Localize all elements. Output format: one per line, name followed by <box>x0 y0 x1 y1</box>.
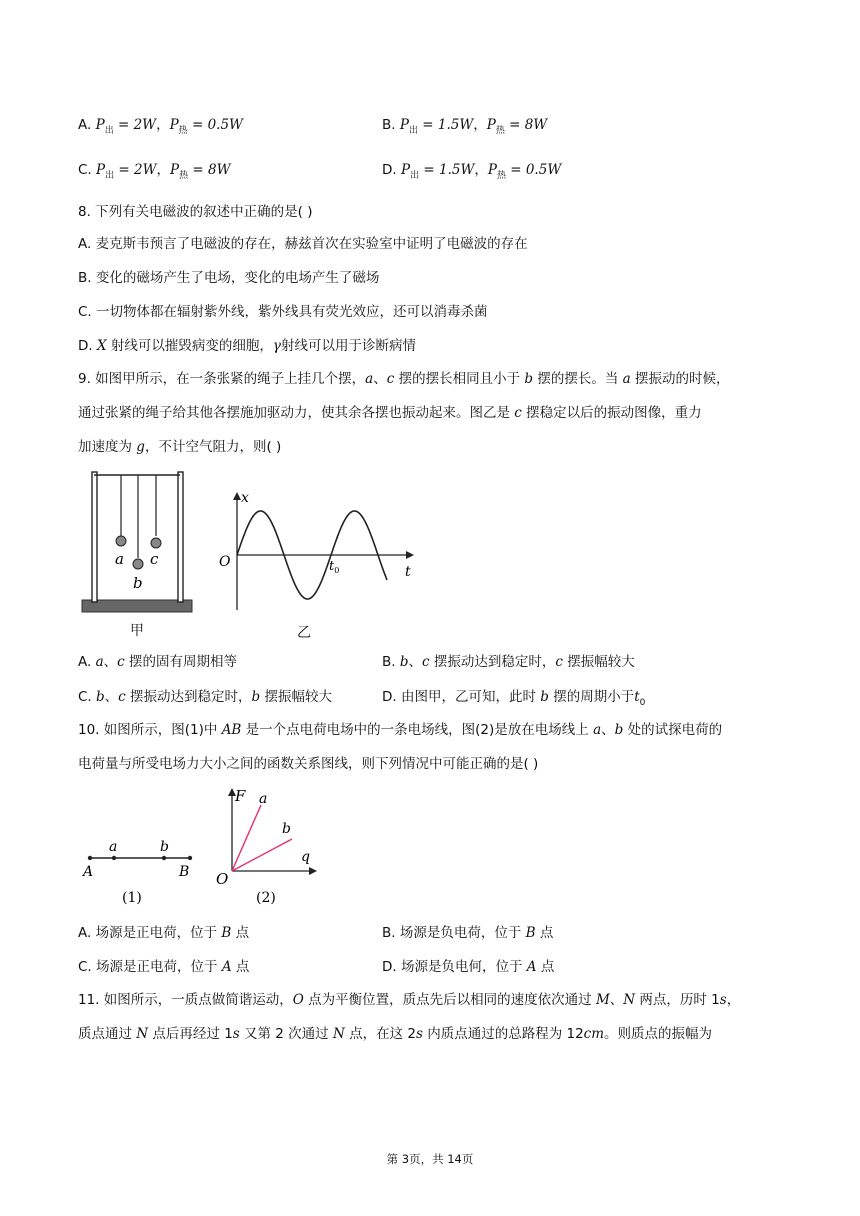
text: 摆振动达到稳定时， <box>429 654 556 670</box>
value: = 0.5W <box>505 162 562 178</box>
label-a: a <box>259 791 268 807</box>
text: 9. 如图甲所示，在一条张紧的绳子上挂几个摆， <box>78 371 366 387</box>
text: A. <box>78 654 96 670</box>
text: 点 <box>536 959 555 975</box>
var: c <box>555 654 563 670</box>
subscript: 出 <box>408 126 418 136</box>
text: 点为平衡位置，质点先后以相同的速度依次通过 <box>303 992 596 1008</box>
text: 两点，历时 1 <box>635 992 720 1008</box>
q10-stem-line1 <box>78 721 722 739</box>
text: 、 <box>373 371 387 387</box>
vibration-graph <box>215 488 420 618</box>
field-line-figure <box>78 833 198 908</box>
separator: ， <box>474 162 488 178</box>
q11-stem-line1 <box>78 991 740 1009</box>
text: ， <box>726 992 741 1008</box>
var-x: X <box>96 338 107 354</box>
axis-label-x: x <box>241 490 249 506</box>
value: = 2W <box>114 162 157 178</box>
var-p: P <box>169 162 180 178</box>
right-post <box>178 472 183 602</box>
text: 摆振幅较大 <box>260 689 332 705</box>
text: D. 由图甲，乙可知，此时 <box>382 689 541 705</box>
text: C. <box>78 689 97 705</box>
separator: ， <box>473 117 487 133</box>
var: M <box>595 992 610 1008</box>
q7-option-b <box>382 116 547 136</box>
left-post <box>92 472 97 602</box>
value: = 1.5W <box>417 117 474 133</box>
text: 摆的周期小于 <box>548 689 635 705</box>
var: B <box>221 925 232 941</box>
text: C. 场源是正电荷，位于 <box>78 959 222 975</box>
bob-c <box>151 538 161 548</box>
subscript: 出 <box>105 171 115 181</box>
axis-arrow-right <box>309 867 317 875</box>
line-a <box>232 805 261 871</box>
axis-arrow-up <box>233 492 241 500</box>
var-gamma: γ <box>272 338 281 354</box>
point-b <box>162 856 166 860</box>
var: b <box>540 689 549 705</box>
q9-option-a <box>78 653 237 671</box>
separator: ， <box>156 117 170 133</box>
page-footer: 第 3页，共 14页 <box>386 1152 474 1166</box>
axis-label-F: F <box>235 787 246 805</box>
text: 、 <box>104 689 119 705</box>
text: 10. 如图所示，图(1)中 <box>78 722 222 738</box>
text: 摆的固有周期相等 <box>124 654 238 670</box>
text: 点，在这 2 <box>344 1026 416 1042</box>
subscript: 出 <box>104 126 114 136</box>
var: N <box>623 992 636 1008</box>
var: a <box>365 371 374 387</box>
var: N <box>136 1026 149 1042</box>
q9-stem-line3 <box>78 438 281 456</box>
line-b <box>232 839 292 871</box>
q9-stem-line2 <box>78 404 702 422</box>
text: 。则质点的振幅为 <box>604 1026 713 1042</box>
q8-option-d <box>78 337 416 355</box>
q8-stem: 8. 下列有关电磁波的叙述中正确的是( ) <box>78 204 313 220</box>
point-a <box>112 856 116 860</box>
var-p: P <box>169 117 179 133</box>
point-B <box>188 856 192 860</box>
q9-stem-line1 <box>78 370 730 388</box>
origin-label: O <box>216 870 229 888</box>
text: 摆振动达到稳定时， <box>125 689 252 705</box>
text: 摆振幅较大 <box>562 654 635 670</box>
axis-label-q: q <box>301 849 310 865</box>
var: s <box>719 992 727 1008</box>
q10-option-c <box>78 958 249 976</box>
var: AB <box>221 722 242 738</box>
var: c <box>117 654 125 670</box>
var: c <box>422 654 430 670</box>
figure-label-jia: 甲 <box>130 623 144 639</box>
fig-caption-2: (2) <box>256 890 276 906</box>
text: D. 场源是负电何，位于 <box>382 959 527 975</box>
var-p: P <box>486 117 496 133</box>
var: O <box>292 992 304 1008</box>
var: N <box>332 1026 345 1042</box>
axis-arrow-right <box>406 551 414 559</box>
var: s <box>232 1026 240 1042</box>
label-A: A <box>83 864 94 880</box>
var: c <box>514 405 522 421</box>
label-a: a <box>115 550 124 568</box>
text: 、 <box>103 654 118 670</box>
text: 摆稳定以后的振动图像，重力 <box>521 405 702 421</box>
value: = 8W <box>504 117 548 133</box>
text: 摆的摆长相同且小于 <box>394 371 525 387</box>
text: 又第 2 次通过 <box>239 1026 333 1042</box>
text: A. 场源是正电荷，位于 <box>78 925 222 941</box>
text: 11. 如图所示，一质点做简谐运动， <box>78 992 293 1008</box>
origin-label: O <box>219 554 231 570</box>
q11-stem-line2 <box>78 1025 712 1043</box>
label-b: b <box>282 821 291 837</box>
text: 、 <box>609 992 624 1008</box>
bob-a <box>116 536 126 546</box>
text: B. <box>382 654 400 670</box>
value: = 8W <box>188 162 231 178</box>
text: 摆的摆长。当 <box>533 371 623 387</box>
pendulum-base <box>82 600 192 612</box>
axis-label-t: t <box>405 564 411 580</box>
text: 、 <box>408 654 423 670</box>
option-label: D. <box>78 338 97 354</box>
label-c: c <box>150 550 159 568</box>
q10-option-a <box>78 924 249 942</box>
var: b <box>524 371 534 387</box>
text: 内质点通过的总路程为 12 <box>422 1026 584 1042</box>
q9-option-c <box>78 688 332 706</box>
text: 点 <box>535 925 554 941</box>
var: b <box>399 654 409 670</box>
var: A <box>221 959 232 975</box>
option-label: A. <box>78 117 96 133</box>
label-b: b <box>160 839 169 855</box>
text: 摆振动的时候， <box>630 371 730 387</box>
var-p: P <box>487 162 497 178</box>
pendulum-figure <box>78 466 198 646</box>
var: B <box>525 925 536 941</box>
q7-option-c <box>78 161 230 181</box>
var: s <box>415 1026 423 1042</box>
var: a <box>622 371 631 387</box>
q9-option-d <box>382 688 645 708</box>
text: B. 场源是负电荷，位于 <box>382 925 526 941</box>
var: b <box>251 689 261 705</box>
var: t <box>634 689 640 705</box>
t0-label: $t_0$ <box>329 559 340 575</box>
option-label: C. <box>78 162 97 178</box>
separator: ， <box>156 162 170 178</box>
q8-option-b: B. 变化的磁场产生了电场，变化的电场产生了磁场 <box>78 270 380 286</box>
var-p: P <box>96 162 106 178</box>
text: ，不计空气阻力，则( ) <box>144 439 282 455</box>
text: 是一个点电荷电场中的一条电场线，图(2)是放在电场线上 <box>241 722 594 738</box>
label-b: b <box>133 574 143 592</box>
q10-option-d <box>382 958 554 976</box>
var-p: P <box>399 117 409 133</box>
subscript: 热 <box>496 171 506 181</box>
text: 质点通过 <box>78 1026 137 1042</box>
text: 、 <box>601 722 615 738</box>
var-p: P <box>400 162 411 178</box>
label-B: B <box>179 864 190 880</box>
F-q-graph <box>210 783 325 908</box>
q7-option-d <box>382 161 561 181</box>
text: 点 <box>231 925 250 941</box>
q8-option-c: C. 一切物体都在辐射紫外线，紫外线具有荧光效应，还可以消毒杀菌 <box>78 304 488 320</box>
var: g <box>136 439 145 455</box>
var: cm <box>583 1026 605 1042</box>
var: a <box>95 654 104 670</box>
var: A <box>526 959 537 975</box>
var-p: P <box>95 117 105 133</box>
bob-b <box>133 559 143 569</box>
figure-label-yi: 乙 <box>297 625 311 641</box>
q10-option-b <box>382 924 553 942</box>
label-a: a <box>109 839 118 855</box>
point-A <box>88 856 92 860</box>
q8-option-a: A. 麦克斯韦预言了电磁波的存在，赫兹首次在实验室中证明了电磁波的存在 <box>78 236 528 252</box>
var: c <box>118 689 126 705</box>
subscript: 热 <box>495 126 505 136</box>
option-label: B. <box>382 117 400 133</box>
text: 通过张紧的绳子给其他各摆施加驱动力，使其余各摆也振动起来。图乙是 <box>78 405 515 421</box>
text: 点后再经过 1 <box>148 1026 233 1042</box>
value: = 1.5W <box>419 162 475 178</box>
text: 射线可以摧毁病变的细胞， <box>106 338 273 354</box>
subscript: 出 <box>410 171 420 181</box>
value: = 2W <box>113 117 157 133</box>
text: 射线可以用于诊断病情 <box>280 338 416 354</box>
q7-option-a <box>78 116 243 136</box>
value: = 0.5W <box>187 117 243 133</box>
subscript: 热 <box>179 171 189 181</box>
subscript: 热 <box>178 126 188 136</box>
var: a <box>593 722 602 738</box>
text: 处的试探电荷的 <box>623 722 723 738</box>
q10-stem-line2: 电荷量与所受电场力大小之间的函数关系图线，则下列情况中可能正确的是( ) <box>78 756 539 772</box>
text: 点 <box>231 959 250 975</box>
var: c <box>386 371 395 387</box>
option-label: D. <box>382 162 401 178</box>
fig-caption-1: (1) <box>122 890 142 906</box>
text: 加速度为 <box>78 439 137 455</box>
q9-option-b <box>382 653 635 671</box>
var: b <box>96 689 105 705</box>
subscript: 0 <box>639 698 646 708</box>
var: b <box>614 722 624 738</box>
